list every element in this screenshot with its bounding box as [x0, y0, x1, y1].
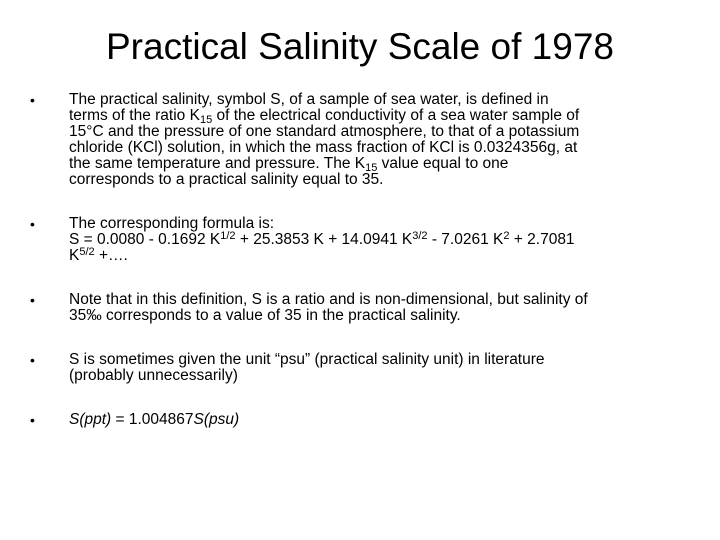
- bullet-non-dimensional: [30, 292, 690, 324]
- superscript: 3/2: [412, 230, 428, 242]
- text-fragment: S(ppt): [69, 411, 112, 428]
- formula-line: [69, 248, 690, 264]
- text-line: The practical salinity, symbol S, of a sample of sea water, is defined in: [69, 91, 549, 108]
- text-fragment: S(psu): [193, 411, 240, 428]
- text-line: chloride (KCl) solution, in which the mass fraction of KCl is 0.0324356g, at: [69, 139, 578, 156]
- text-fragment: + 2.7081: [509, 231, 575, 248]
- text-fragment: - 7.0261 K: [427, 231, 504, 248]
- bullet-dot-icon: •: [30, 412, 35, 428]
- text-fragment: the same temperature and pressure. The K: [69, 155, 366, 172]
- text-line: Note that in this definition, S is a ratio and is non-dimensional, but salinity of: [69, 291, 588, 308]
- text-line: The corresponding formula is:: [69, 215, 275, 232]
- text-fragment: of the electrical conductivity of a sea water sample of: [212, 107, 580, 124]
- bullet-formula: [30, 216, 690, 264]
- superscript: 5/2: [79, 246, 95, 258]
- text-line: [69, 108, 690, 124]
- text-line: corresponds to a practical salinity equal to 35.: [69, 171, 384, 188]
- bullet-dot-icon: •: [30, 292, 35, 308]
- bullet-definition: [30, 92, 690, 188]
- text-line: 15°C and the pressure of one standard atmosphere, to that of a potassium: [69, 123, 580, 140]
- text-line: (probably unnecessarily): [69, 367, 238, 384]
- bullet-dot-icon: •: [30, 92, 35, 108]
- bullet-dot-icon: •: [30, 216, 35, 232]
- superscript: 2: [503, 230, 510, 242]
- bullet-dot-icon: •: [30, 352, 35, 368]
- bullet-conversion: [30, 412, 690, 428]
- slide-title: Practical Salinity Scale of 1978: [106, 26, 614, 67]
- text-fragment: + 25.3853 K + 14.0941 K: [235, 231, 413, 248]
- superscript: 1/2: [220, 230, 236, 242]
- subscript: 15: [199, 114, 213, 126]
- subscript: 15: [365, 162, 378, 174]
- formula-line: [69, 232, 690, 248]
- text-line: 35‰ corresponds to a value of 35 in the practical salinity.: [69, 307, 461, 324]
- text-line: S is sometimes given the unit “psu” (practical salinity unit) in literature: [69, 351, 545, 368]
- text-fragment: terms of the ratio K: [69, 107, 200, 124]
- text-line: [69, 156, 690, 172]
- text-fragment: = 1.004867: [111, 411, 194, 428]
- bullet-psu-unit: [30, 352, 690, 384]
- text-fragment: K: [69, 247, 80, 264]
- text-fragment: S = 0.0080 - 0.1692 K: [69, 231, 221, 248]
- bullet-list: [30, 92, 690, 456]
- text-fragment: +….: [94, 247, 128, 264]
- text-fragment: value equal to one: [377, 155, 509, 172]
- text-line: [69, 412, 690, 428]
